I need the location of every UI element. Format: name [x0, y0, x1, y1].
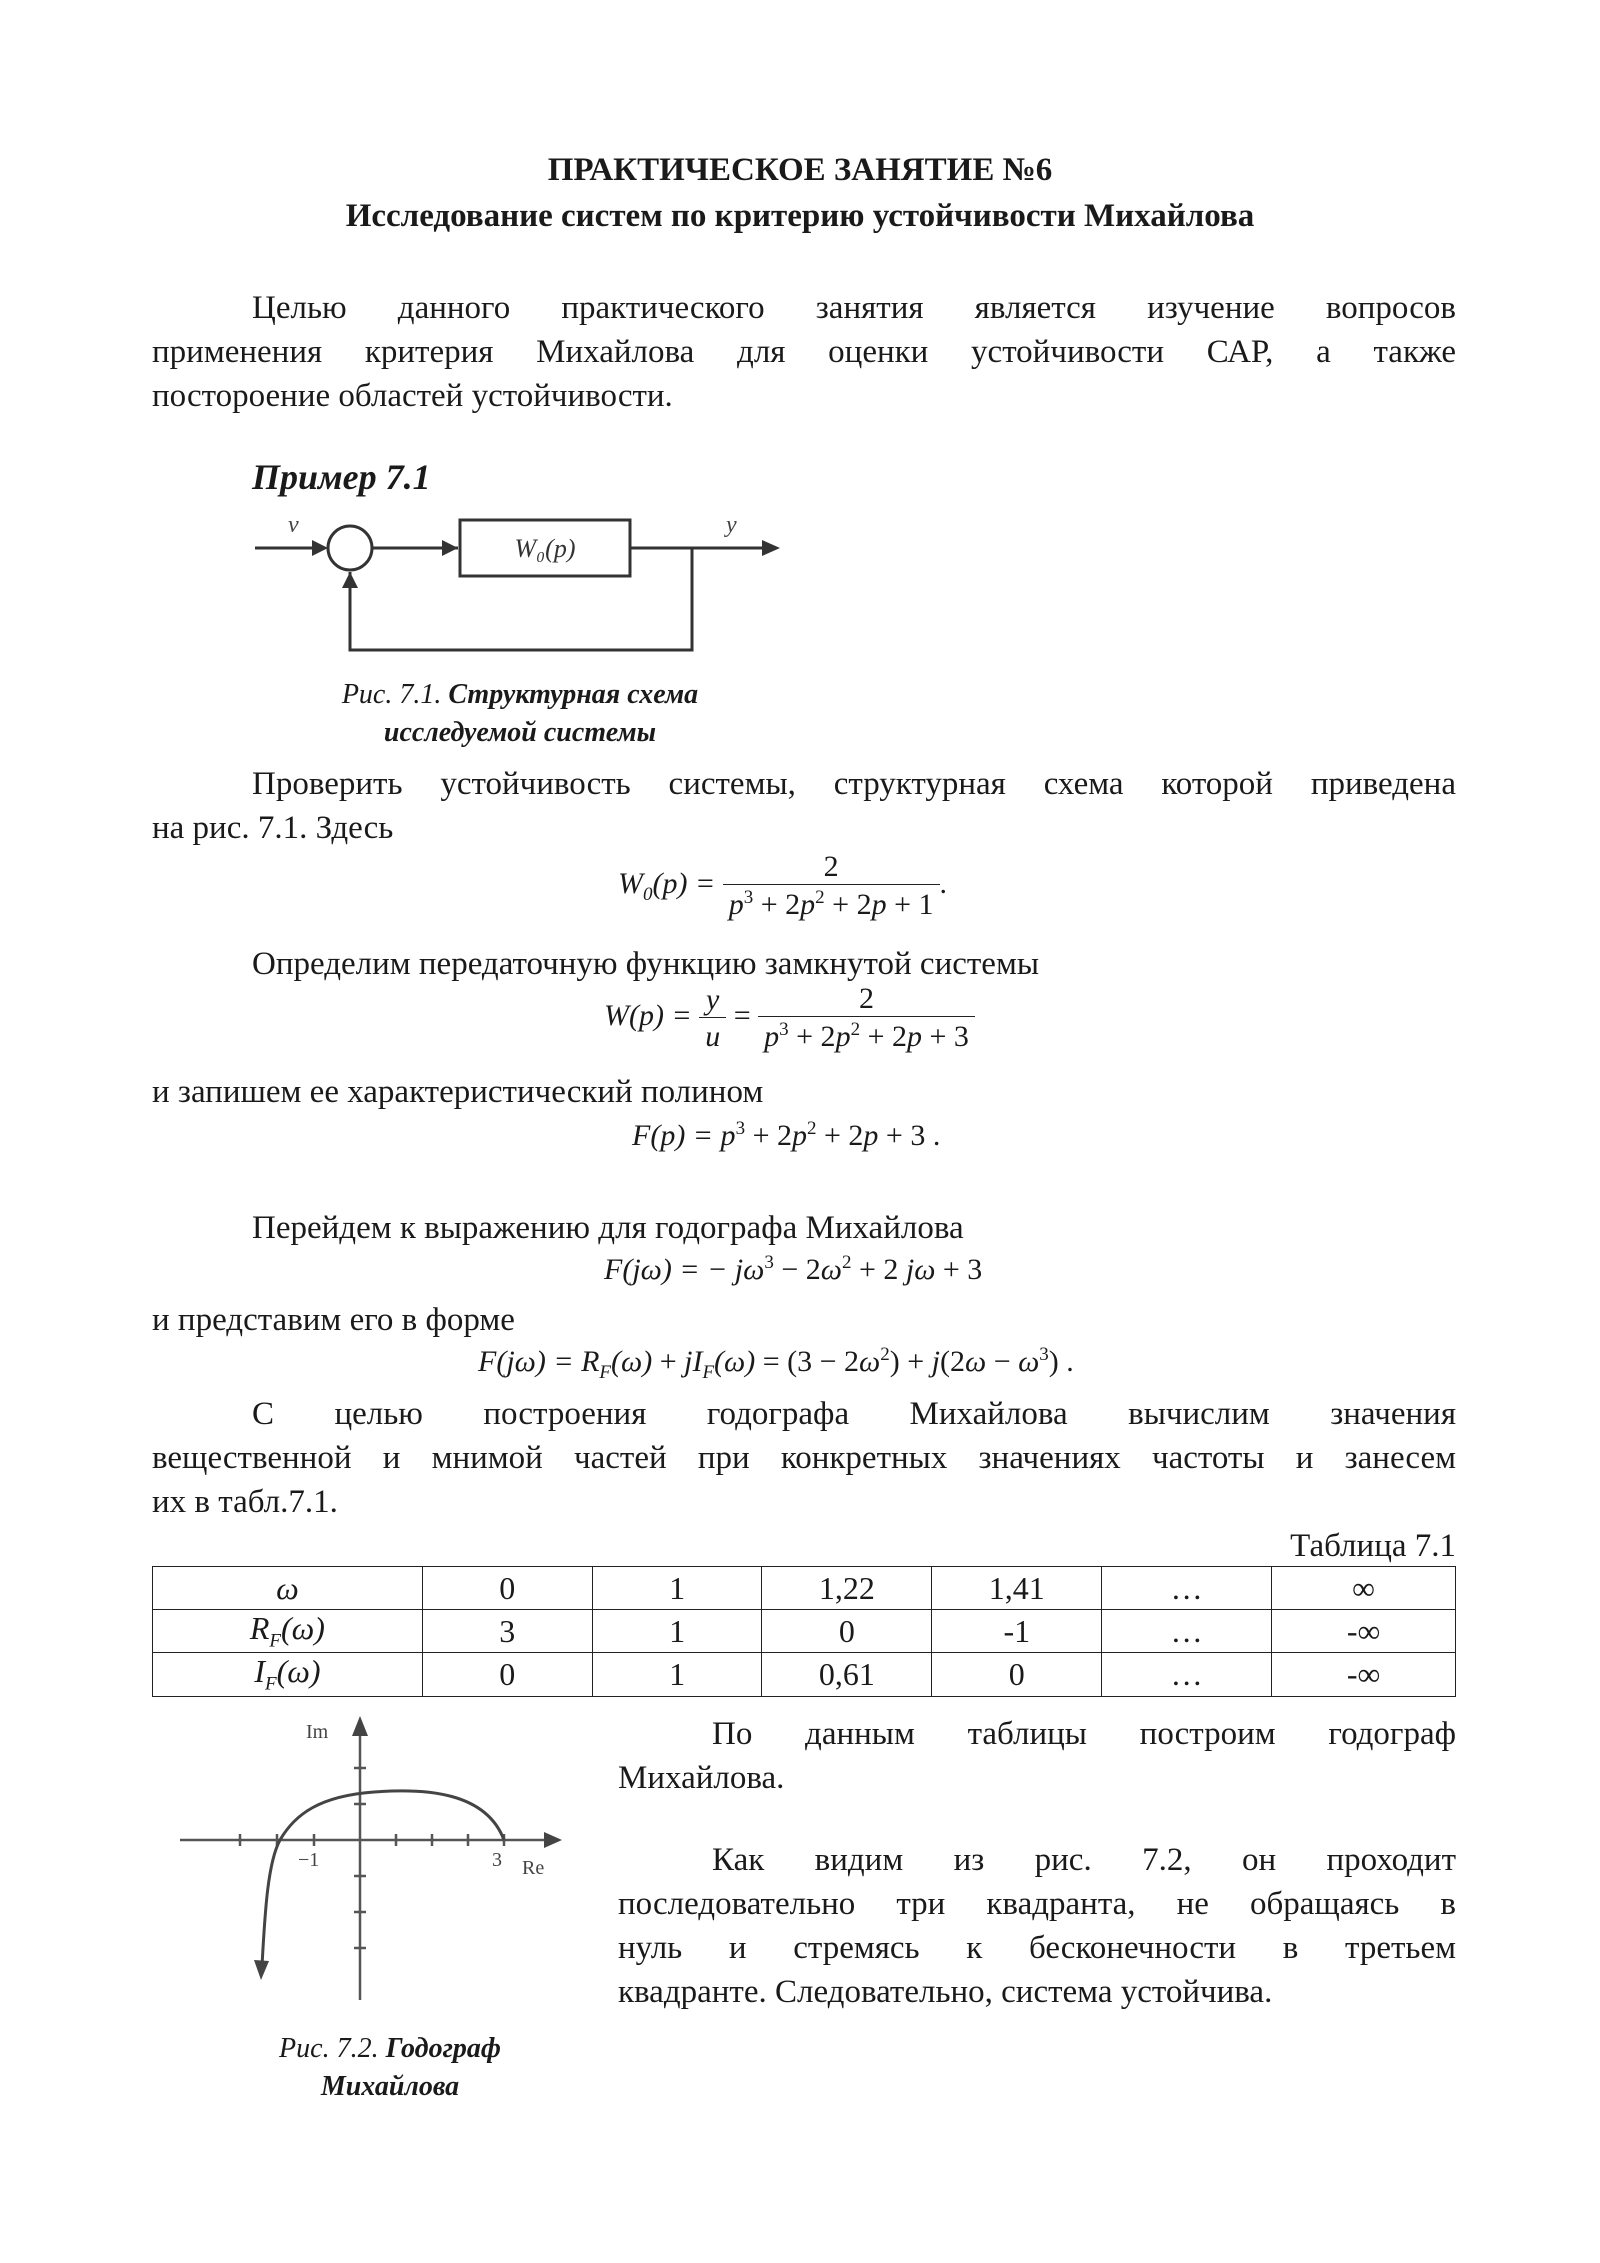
formula-w — [604, 982, 975, 1054]
data-table — [152, 1566, 1456, 1697]
para8-line-3: нуль и стремясь к бесконечности в третьем — [618, 1930, 1456, 1966]
f1-arg: (p) = — [652, 866, 716, 900]
f2-lhs: W(p) = — [604, 998, 692, 1032]
fig71-caption-prefix: Рис. 7.1. — [341, 679, 442, 710]
example-heading: Пример 7.1 — [252, 457, 431, 497]
formula-w0 — [618, 850, 947, 922]
block-diagram — [240, 500, 800, 670]
hodograph-curve — [262, 1791, 504, 1966]
f1-lhs: W — [618, 866, 643, 900]
table-cell: 1 — [592, 1567, 762, 1610]
f1-numerator: 2 — [823, 850, 839, 883]
para8-line-1: Как видим из рис. 7.2, он проходит — [712, 1842, 1456, 1878]
para1-line-2: на рис. 7.1. Здесь — [152, 810, 394, 846]
feedback-arrow-icon — [342, 572, 358, 588]
table-cell: … — [1102, 1653, 1272, 1696]
row-label-if: $I_F(\omega)$ — [153, 1653, 423, 1696]
fig72-caption — [200, 2030, 580, 2106]
fig71-caption-line2: исследуемой системы — [383, 717, 657, 748]
f2-denominator: $p^3 + 2p^2 + 2p + 3$ — [758, 1016, 975, 1054]
para8-line-4: квадранте. Следовательно, система устойчива. — [618, 1974, 1273, 2010]
tick-label-3: 3 — [492, 1849, 502, 1871]
table-cell: 1 — [592, 1653, 762, 1696]
f2-fraction — [758, 982, 975, 1054]
table-cell: -1 — [932, 1610, 1102, 1653]
row-label-omega: ω — [153, 1567, 423, 1610]
formula-fjw: F(jω) = − $j\omega^3 - 2\omega^2 + 2$ jω + 3 — [604, 1252, 983, 1286]
intro-line-2: применения критерия Михайлова для оценки устойчивости САР, а также — [152, 334, 1456, 370]
fig71-caption — [290, 676, 750, 752]
para6-line-2: вещественной и мнимой частей при конкретных значениях частоты и занесем — [152, 1440, 1456, 1476]
f4-lhs: F(jω) = − jω — [604, 1253, 765, 1286]
hodograph-figure — [170, 1710, 590, 2010]
summing-junction — [328, 526, 372, 570]
f1-tail: . — [939, 866, 947, 900]
para8-line-2: последовательно три квадранта, не обращаясь в — [618, 1886, 1456, 1922]
feedback-line — [350, 548, 692, 650]
page-title: ПРАКТИЧЕСКОЕ ЗАНЯТИЕ №6 — [547, 152, 1053, 188]
block-label: W₀(p) — [514, 534, 576, 563]
output-arrow-icon — [762, 540, 780, 556]
para3: и запишем ее характеристический полином — [152, 1074, 764, 1110]
input-label: v — [288, 512, 299, 538]
fig72-caption-bold: Годограф — [385, 2033, 501, 2064]
input-arrow-icon — [312, 540, 328, 556]
f3-lhs: F(p) = p — [632, 1119, 736, 1152]
formula-fp: $F(p) = p^3 + 2p^2 + 2p + 3$ . — [632, 1118, 941, 1152]
im-axis-label: Im — [306, 1721, 329, 1743]
table-cell: 0 — [422, 1653, 592, 1696]
f3-tail: . — [932, 1119, 941, 1152]
table-row — [153, 1653, 1456, 1696]
f5-tail: . — [1066, 1345, 1074, 1378]
table-row — [153, 1567, 1456, 1610]
para1-line-1: Проверить устойчивость системы, структурная схема которой приведена — [252, 766, 1456, 802]
f2-numerator: 2 — [859, 982, 875, 1015]
im-axis-arrow-icon — [352, 1716, 368, 1736]
f1-sub: 0 — [643, 883, 653, 905]
table-cell: 0 — [422, 1567, 592, 1610]
f2-y: y — [706, 982, 720, 1016]
para2: Определим передаточную функцию замкнутой системы — [252, 946, 1040, 982]
fig72-caption-prefix: Рис. 7.2. — [279, 2033, 379, 2064]
table-cell: 1,22 — [762, 1567, 932, 1610]
table-cell: … — [1102, 1610, 1272, 1653]
table-cell: 0 — [762, 1610, 932, 1653]
block-arrow-icon — [442, 540, 458, 556]
tick-label-neg1: −1 — [298, 1849, 320, 1871]
table-title: Таблица 7.1 — [1290, 1528, 1456, 1564]
page-subtitle: Исследование систем по критерию устойчивости Михайлова — [345, 198, 1255, 234]
table-cell: 0,61 — [762, 1653, 932, 1696]
table-row — [153, 1610, 1456, 1653]
para4: Перейдем к выражению для годографа Михайлова — [252, 1210, 964, 1246]
f2-yu-fraction — [699, 983, 726, 1054]
table-cell: 1,41 — [932, 1567, 1102, 1610]
f1-fraction — [723, 850, 940, 922]
table-cell: 0 — [932, 1653, 1102, 1696]
para6-line-3: их в табл.7.1. — [152, 1484, 338, 1520]
para5: и представим его в форме — [152, 1302, 515, 1338]
table-cell: 3 — [422, 1610, 592, 1653]
para6-line-1: С целью построения годографа Михайлова вычислим значения — [252, 1396, 1456, 1432]
table-cell: 1 — [592, 1610, 762, 1653]
f1-denominator: $p^3 + 2p^2 + 2p + 1$ — [723, 884, 940, 922]
row-label-rf: $R_F(\omega)$ — [153, 1610, 423, 1653]
formula-rf-if: $F(j\omega) = R_F(\omega) + jI_F(\omega) = (3 - 2\omega^2) + j(2\omega - \omega^3)$ . — [478, 1344, 1074, 1383]
table-cell: -∞ — [1272, 1653, 1456, 1696]
fig71-caption-bold: Структурная схема — [448, 679, 699, 710]
table-cell: … — [1102, 1567, 1272, 1610]
curve-arrow-icon — [254, 1960, 269, 1980]
output-label: y — [726, 512, 737, 538]
re-axis-label: Re — [522, 1857, 545, 1879]
fig72-caption-line2: Михайлова — [320, 2071, 460, 2102]
para7-line-2: Михайлова. — [618, 1760, 785, 1796]
table-cell: -∞ — [1272, 1610, 1456, 1653]
intro-line-1: Целью данного практического занятия является изучение вопросов — [252, 290, 1456, 326]
f2-eq: = — [733, 998, 751, 1032]
re-axis-arrow-icon — [544, 1832, 562, 1848]
para7-line-1: По данным таблицы построим годограф — [712, 1716, 1456, 1752]
f5-lhs: F(jω) = R — [478, 1345, 600, 1378]
intro-line-3: постороение областей устойчивости. — [152, 378, 673, 414]
table-cell: ∞ — [1272, 1567, 1456, 1610]
f2-u: u — [699, 1017, 726, 1054]
